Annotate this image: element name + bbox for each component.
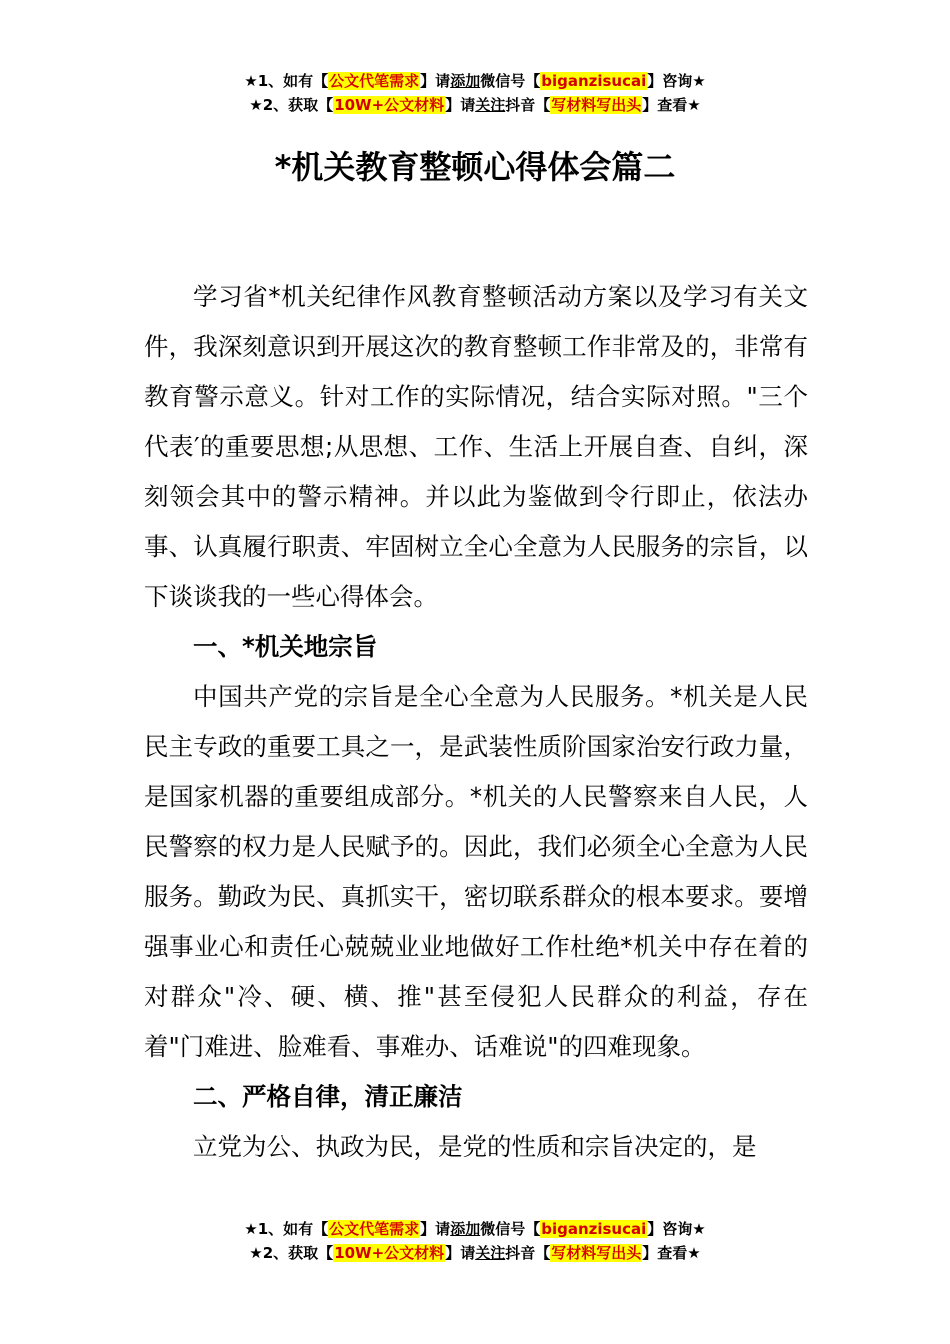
highlight-ghostwriting: 公文代笔需求 (329, 72, 420, 90)
document-title: *机关教育整顿心得体会篇二 (274, 148, 676, 186)
highlight-wechat-id: biganzisucai (541, 72, 647, 90)
banner-line-1: ★1、如有【公文代笔需求】请添加微信号【biganzisucai】咨询★ (244, 72, 706, 90)
section-heading-2: 二、严格自律，清正廉洁 (193, 1082, 463, 1111)
footer-banner (0, 1217, 950, 1265)
header-banner (0, 69, 950, 117)
paragraph-section-1: 中国共产党的宗旨是全心全意为人民服务。*机关是人民民主专政的重要工具之一，是武装性质阶国家治安行政力量，是国家机器的重要组成部分。*机关的人民警察来自人民，人民警察的权力是人民赋予的。因此，我们必须全心全意为人民服务。勤政为民、真抓实干，密切联系群众的根本要求。要增强事业心和责任心兢兢业业地做好工作杜绝*机关中存在着的对群众"冷、硬、横、推"甚至侵犯人民群众的利益，存在着"门难进、脸难看、事难办、话难说"的四难现象。 (144, 682, 808, 1061)
paragraph-section-2: 立党为公、执政为民，是党的性质和宗旨决定的，是 (193, 1132, 757, 1161)
highlight-materials: 10W+公文材料 (334, 1244, 445, 1262)
banner-line-2: ★2、获取【10W+公文材料】请关注抖音【写材料写出头】查看★ (249, 96, 701, 114)
document-body (144, 272, 808, 1172)
highlight-materials: 10W+公文材料 (334, 96, 445, 114)
section-heading-1: 一、*机关地宗旨 (193, 632, 378, 661)
highlight-douyin: 写材料写出头 (551, 1244, 642, 1262)
highlight-ghostwriting: 公文代笔需求 (329, 1220, 420, 1238)
paragraph-intro: 学习省*机关纪律作风教育整顿活动方案以及学习有关文件，我深刻意识到开展这次的教育整顿工作非常及的，非常有教育警示意义。针对工作的实际情况，结合实际对照。"三个代表′的重要思想;从思想、工作、生活上开展自查、自纠，深刻领会其中的警示精神。并以此为鉴做到令行即止，依法办事、认真履行职责、牢固树立全心全意为人民服务的宗旨，以下谈谈我的一些心得体会。 (144, 282, 808, 611)
highlight-wechat-id: biganzisucai (541, 1220, 647, 1238)
highlight-douyin: 写材料写出头 (551, 96, 642, 114)
banner-line-1: ★1、如有【公文代笔需求】请添加微信号【biganzisucai】咨询★ (244, 1220, 706, 1238)
banner-line-2: ★2、获取【10W+公文材料】请关注抖音【写材料写出头】查看★ (249, 1244, 701, 1262)
